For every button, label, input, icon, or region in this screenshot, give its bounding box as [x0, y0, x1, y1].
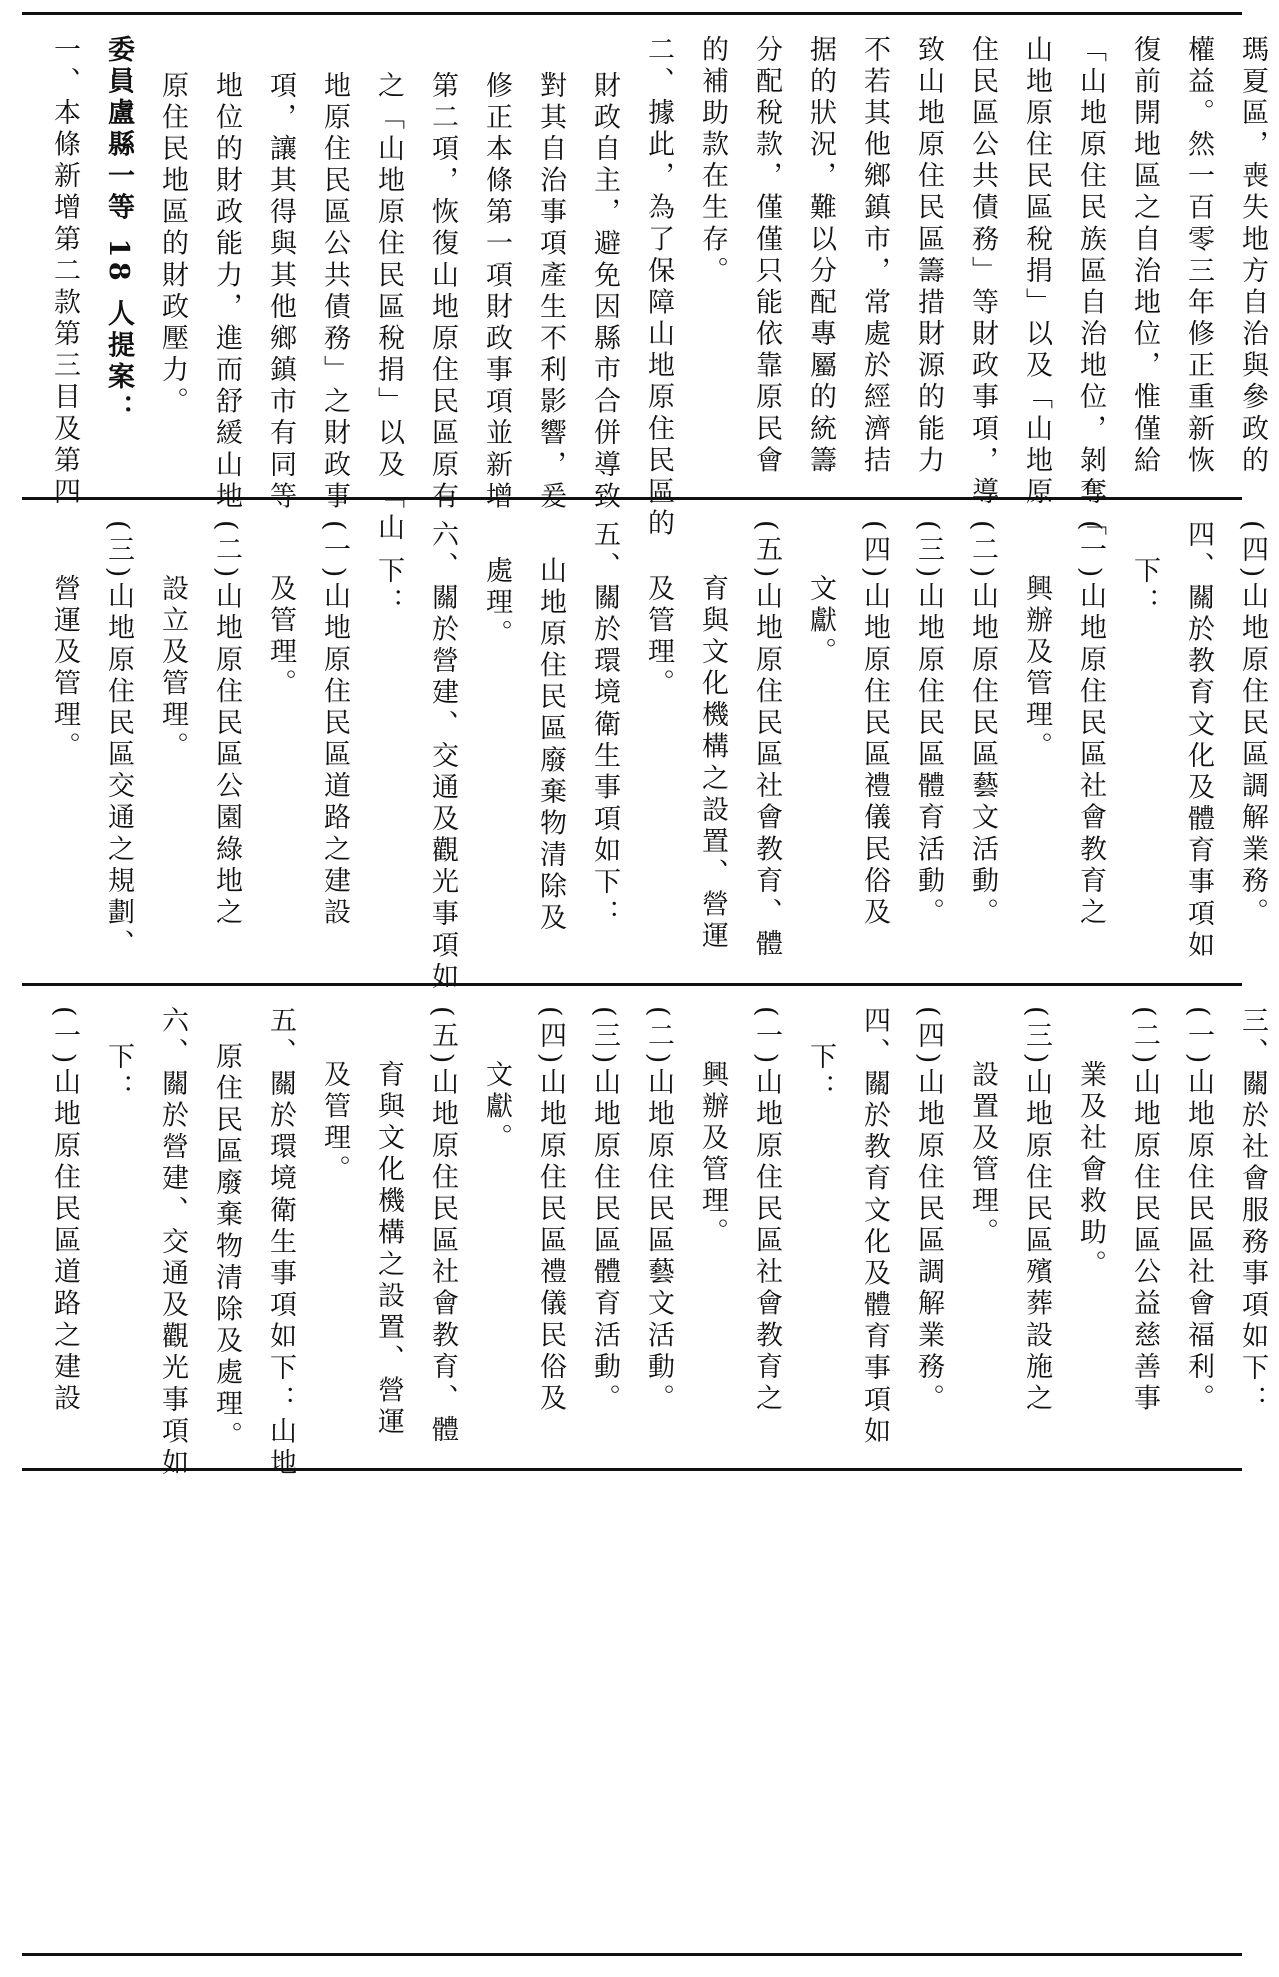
text-column: 一、本條新增第二款第三目及第四: [49, 35, 80, 509]
text-column: 修正本條第一項財政事項並新增: [481, 71, 512, 514]
text-column: 六、關於營建、交通及觀光事項如: [427, 520, 458, 994]
text-column: (四)山地原住民區調解業務。: [1237, 520, 1268, 930]
text-column: 興辦及管理。: [697, 1060, 728, 1250]
text-column: 致山地原住民區籌措財源的能力: [913, 35, 944, 478]
text-column: 五、關於環境衛生事項如下：山地: [265, 1006, 296, 1480]
cell-empty: [22, 1471, 1242, 1953]
text-column: (二)山地原住民區公益慈善事: [1129, 1006, 1160, 1416]
text-column: 原住民地區的財政壓力。: [157, 71, 188, 419]
text-column: 四、關於教育文化及體育事項如: [859, 1006, 890, 1449]
text-column: (五)山地原住民區社會教育、體: [427, 1006, 458, 1447]
text-column: 五、關於環境衛生事項如下：: [589, 520, 620, 931]
text-column: 設置及管理。: [967, 1060, 998, 1250]
text-column: 山地原住民區廢棄物清除及: [535, 556, 566, 936]
text-column: 及管理。: [643, 574, 674, 701]
text-column: 下：: [1129, 556, 1160, 620]
text-column: 的補助款在生存。: [697, 35, 728, 288]
rule-bottom: [22, 1953, 1242, 1956]
text-column: (四)山地原住民區禮儀民俗及: [859, 520, 890, 930]
text-column: (四)山地原住民區調解業務。: [913, 1006, 944, 1416]
text-column: 下：: [373, 556, 404, 620]
text-column: 分配稅款，僅僅只能依靠原民會: [751, 35, 782, 478]
text-column: 對其自治事項產生不利影響，爰: [535, 71, 566, 514]
text-column: 下：: [805, 1042, 836, 1106]
text-column: 文獻。: [805, 574, 836, 669]
text-column: (三)山地原住民區交通之規劃、: [103, 520, 134, 961]
text-column: 住民區公共債務」等財政事項，導: [967, 35, 998, 509]
text-column: 地原住民區公共債務」之財政事: [319, 71, 350, 514]
text-column: 之「山地原住民區稅捐」以及「山: [373, 71, 404, 545]
text-column: 原住民區廢棄物清除及處理。: [211, 1042, 242, 1453]
text-column: 復前開地區之自治地位，惟僅給: [1129, 35, 1160, 478]
text-column: 山地原住民區稅捐」以及「山地原: [1021, 35, 1052, 509]
text-column: (一)山地原住民區社會教育之: [1075, 520, 1106, 930]
text-column: 文獻。: [481, 1060, 512, 1155]
text-column: 六、關於營建、交通及觀光事項如: [157, 1006, 188, 1480]
text-column: (二)山地原住民區藝文活動。: [643, 1006, 674, 1416]
text-column: (一)山地原住民區道路之建設: [49, 1006, 80, 1416]
text-column: 育與文化機構之設置、營運: [697, 574, 728, 954]
text-column: (二)山地原住民區公園綠地之: [211, 520, 242, 930]
text-column: 三、關於社會服務事項如下：: [1237, 1006, 1268, 1417]
cell-middle: [22, 500, 1268, 994]
text-column: (一)山地原住民區道路之建設: [319, 520, 350, 930]
text-column: (一)山地原住民區社會福利。: [1183, 1006, 1214, 1416]
text-column: 二、據此，為了保障山地原住民區的: [643, 35, 674, 541]
text-column: 及管理。: [319, 1060, 350, 1187]
text-column: (二)山地原住民區藝文活動。: [967, 520, 998, 930]
text-column: (一)山地原住民區社會教育之: [751, 1006, 782, 1416]
text-column: (三)山地原住民區殯葬設施之: [1021, 1006, 1052, 1416]
text-column: 育與文化機構之設置、營運: [373, 1060, 404, 1440]
cell-bottom: [22, 986, 1268, 1480]
text-column: 營運及管理。: [49, 574, 80, 764]
text-column: 興辦及管理。: [1021, 574, 1052, 764]
text-column: (五)山地原住民區社會教育、體: [751, 520, 782, 961]
text-column: (三)山地原住民區體育活動。: [589, 1006, 620, 1416]
text-column: 不若其他鄉鎮市，常處於經濟拮: [859, 35, 890, 478]
text-column: 及管理。: [265, 574, 296, 701]
text-column: 第二項，恢復山地原住民區原有: [427, 71, 458, 514]
text-column: (四)山地原住民區禮儀民俗及: [535, 1006, 566, 1416]
text-column: (三)山地原住民區體育活動。: [913, 520, 944, 930]
text-column: 財政自主，避免因縣市合併導致: [589, 71, 620, 514]
text-column: 四、關於教育文化及體育事項如: [1183, 520, 1214, 963]
text-column: 「山地原住民族區自治地位，剝奪「: [1075, 35, 1106, 541]
text-column: 處理。: [481, 556, 512, 651]
proposal-heading: 委員盧縣一等 18 人提案：: [103, 35, 134, 426]
text-column: 地位的財政能力，進而舒緩山地: [211, 71, 242, 514]
cell-top: [22, 15, 1268, 545]
text-column: 瑪夏區，喪失地方自治與參政的: [1237, 35, 1268, 478]
text-column: 設立及管理。: [157, 574, 188, 764]
text-column: 項，讓其得與其他鄉鎮市有同等: [265, 71, 296, 514]
text-column: 下：: [103, 1042, 134, 1106]
text-column: 据的狀況，難以分配專屬的統籌: [805, 35, 836, 478]
text-column: 權益。然一百零三年修正重新恢: [1183, 35, 1214, 478]
text-column: 業及社會救助。: [1075, 1060, 1106, 1282]
